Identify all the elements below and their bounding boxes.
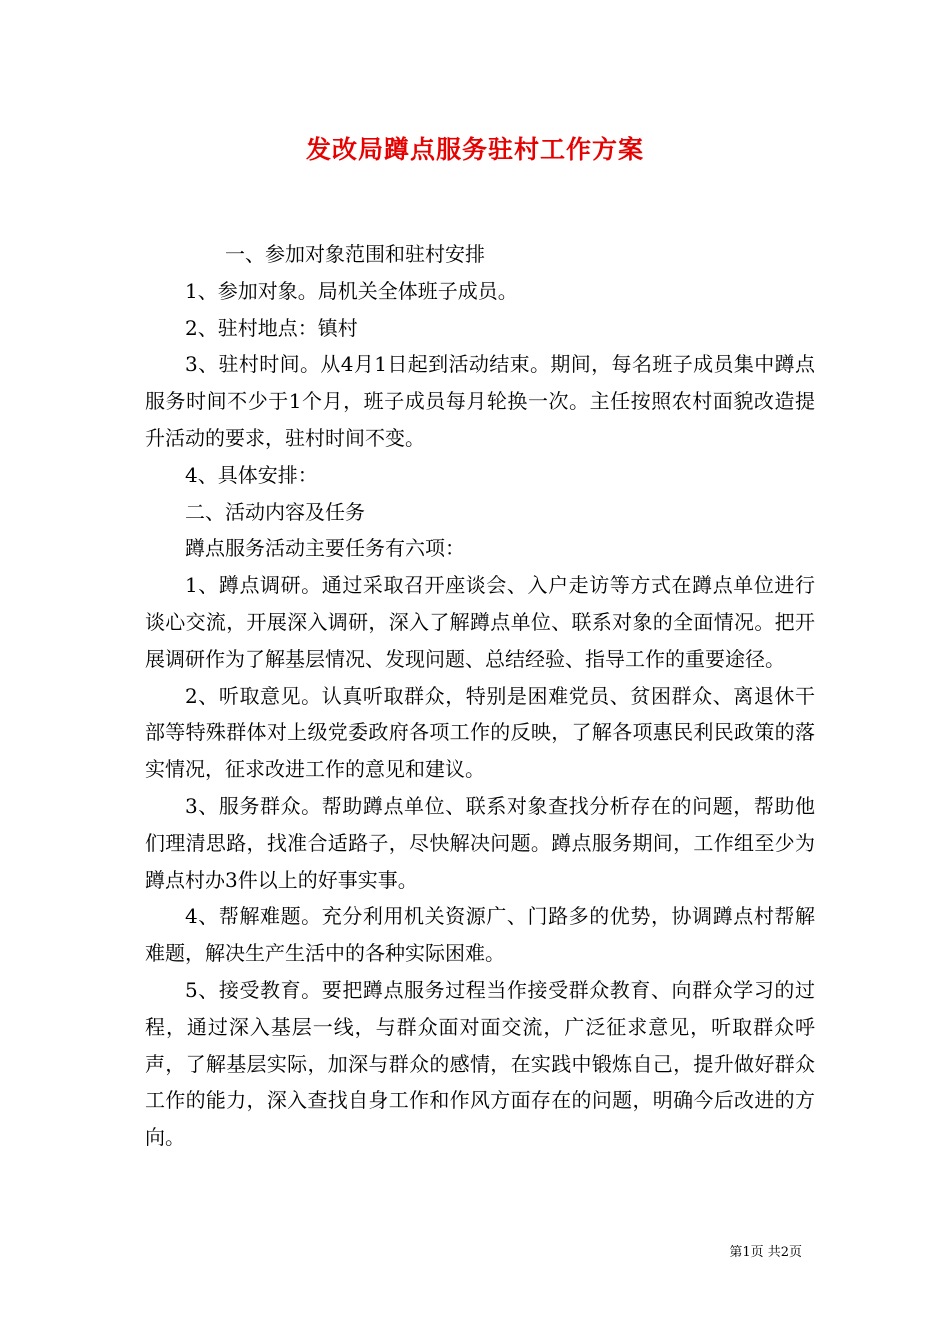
paragraph: 1、参加对象。局机关全体班子成员。: [185, 278, 518, 303]
paragraph: 1、蹲点调研。通过采取召开座谈会、入户走访等方式在蹲点单位进行谈心交流，开展深入调研，深入了解蹲点单位、联系对象的全面情况。把开展调研作为了解基层情况、发现问题、总结经验、指导工作的重要途径。: [145, 573, 815, 671]
section-heading-2: 二、活动内容及任务: [185, 499, 365, 524]
paragraph: 4、具体安排：: [185, 462, 318, 487]
document-body: [145, 236, 815, 1156]
paragraph: 2、驻村地点：镇村: [185, 315, 358, 340]
paragraph: 4、帮解难题。充分利用机关资源广、门路多的优势，协调蹲点村帮解难题，解决生产生活中的各种实际困难。: [145, 904, 815, 966]
paragraph: 蹲点服务活动主要任务有六项：: [185, 536, 465, 561]
page-title: 发改局蹲点服务驻村工作方案: [305, 135, 644, 164]
paragraph: 2、听取意见。认真听取群众，特别是困难党员、贫困群众、离退休干部等特殊群体对上级党委政府各项工作的反映，了解各项惠民利民政策的落实情况，征求改进工作的意见和建议。: [145, 683, 815, 782]
paragraph: 3、驻村时间。从4月1日起到活动结束。期间，每名班子成员集中蹲点服务时间不少于1个月，班子成员每月轮换一次。主任按照农村面貌改造提升活动的要求，驻村时间不变。: [145, 352, 815, 450]
section-heading-1: 一、参加对象范围和驻村安排: [225, 242, 485, 266]
paragraph: 5、接受教育。要把蹲点服务过程当作接受群众教育、向群众学习的过程，通过深入基层一线，与群众面对面交流，广泛征求意见，听取群众呼声，了解基层实际，加深与群众的感情，在实践中锻炼自己，提升做好群众工作的能力，深入查找自身工作和作风方面存在的问题，明确今后改进的方向。: [145, 977, 815, 1150]
paragraph: 3、服务群众。帮助蹲点单位、联系对象查找分析存在的问题，帮助他们理清思路，找准合适路子，尽快解决问题。蹲点服务期间，工作组至少为蹲点村办3件以上的好事实事。: [145, 793, 815, 892]
page-number: 第1页 共2页: [729, 1245, 802, 1260]
